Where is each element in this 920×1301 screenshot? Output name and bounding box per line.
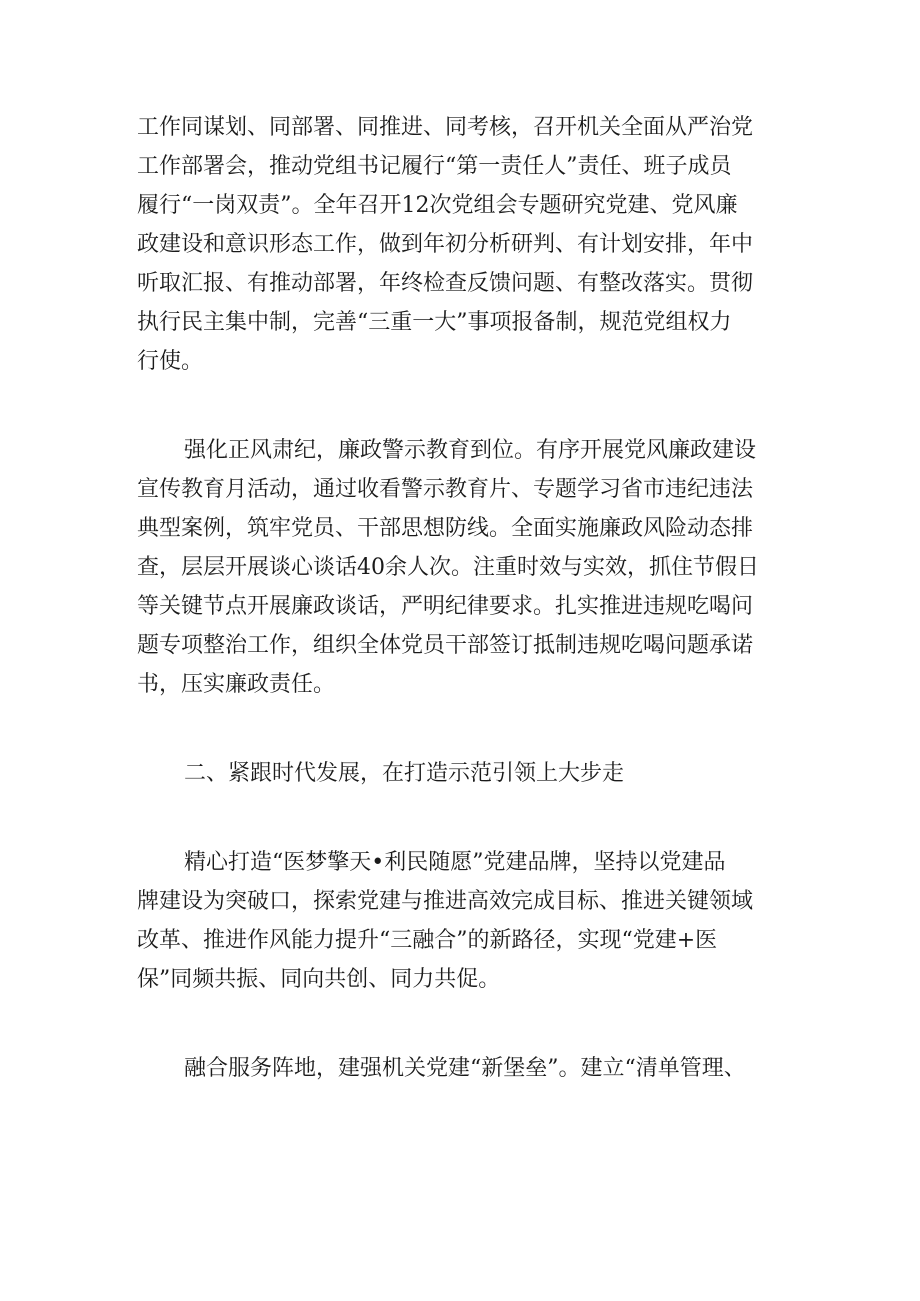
text-line: 书，压实廉政责任。	[137, 672, 336, 697]
text-line: 强化正风肃纪，廉政警示教育到位。有序开展党风廉政建设	[184, 438, 757, 463]
text-line: 查，层层开展谈心谈话40余人次。注重时效与实效，抓住节假日	[137, 555, 759, 580]
paragraph-gap	[137, 704, 787, 754]
paragraph-gap	[137, 793, 787, 843]
text-line: 政建设和意识形态工作，做到年初分析研判、有计划安排，年中	[137, 232, 754, 257]
paragraph-service-position	[137, 1049, 787, 1088]
text-line: 融合服务阵地，建强机关党建“新堡垒”。建立“清单管理、	[184, 1056, 746, 1081]
text-line: 听取汇报、有推动部署，年终检查反馈问题、有整改落实。贯彻	[137, 271, 754, 296]
section-heading	[137, 754, 787, 793]
text-line: 题专项整治工作，组织全体党员干部签订抵制违规吃喝问题承诺	[137, 633, 754, 658]
paragraph-gap	[137, 381, 787, 431]
section-heading-text: 二、紧跟时代发展，在打造示范引领上大步走	[184, 761, 625, 786]
text-line: 行使。	[137, 349, 204, 374]
text-line: 改革、推进作风能力提升“三融合”的新路径，实现“党建+医	[137, 928, 718, 953]
text-line: 履行“一岗双责”。全年召开12次党组会专题研究党建、党风廉	[137, 193, 738, 218]
text-line: 保”同频共振、同向共创、同力共促。	[137, 967, 501, 992]
paragraph-party-responsibility	[137, 108, 787, 381]
paragraph-party-brand	[137, 843, 787, 999]
text-line: 精心打造“医梦擎天•利民随愿”党建品牌，坚持以党建品	[184, 850, 726, 875]
paragraph-gap	[137, 999, 787, 1049]
text-line: 典型案例，筑牢党员、干部思想防线。全面实施廉政风险动态排	[137, 516, 754, 541]
text-line: 牌建设为突破口，探索党建与推进高效完成目标、推进关键领域	[137, 889, 754, 914]
text-line: 工作同谋划、同部署、同推进、同考核，召开机关全面从严治党	[137, 115, 754, 140]
text-line: 等关键节点开展廉政谈话，严明纪律要求。扎实推进违规吃喝问	[137, 594, 754, 619]
paragraph-integrity-education	[137, 431, 787, 704]
text-line: 执行民主集中制，完善“三重一大”事项报备制，规范党组权力	[137, 310, 732, 335]
text-line: 工作部署会，推动党组书记履行“第一责任人”责任、班子成员	[137, 154, 732, 179]
text-line: 宣传教育月活动，通过收看警示教育片、专题学习省市违纪违法	[137, 477, 754, 502]
document-body	[137, 108, 787, 1088]
